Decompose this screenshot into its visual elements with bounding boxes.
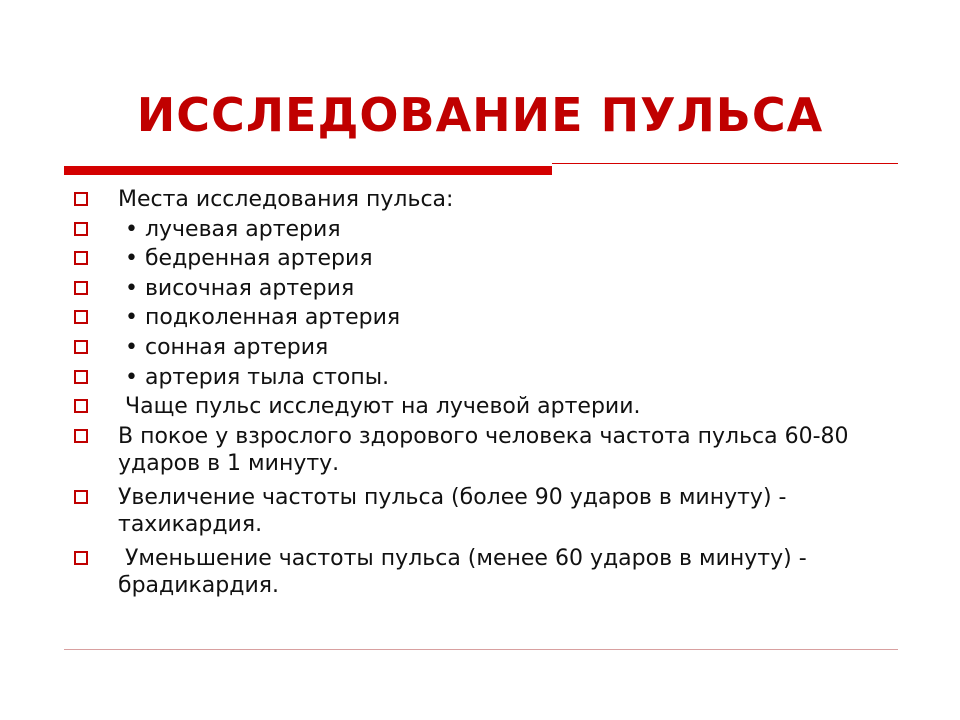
title-underline-thin xyxy=(552,163,898,164)
bullet-text: • лучевая артерия xyxy=(118,216,341,242)
bullet-list xyxy=(72,186,902,606)
bullet-text: • сонная артерия xyxy=(118,334,329,360)
bullet-text: Увеличение частоты пульса (более 90 ударов в минуту) - тахикардия. xyxy=(118,484,794,537)
bullet-text: Уменьшение частоты пульса (менее 60 ударов в минуту) - брадикардия. xyxy=(118,545,814,598)
square-bullet-icon xyxy=(74,490,88,504)
list-item xyxy=(72,364,902,391)
list-item xyxy=(72,245,902,272)
square-bullet-icon xyxy=(74,281,88,295)
list-item xyxy=(72,423,902,477)
footer-divider xyxy=(64,649,898,650)
square-bullet-icon xyxy=(74,551,88,565)
square-bullet-icon xyxy=(74,222,88,236)
square-bullet-icon xyxy=(74,429,88,443)
list-item xyxy=(72,393,902,420)
list-item xyxy=(72,275,902,302)
bullet-text: Места исследования пульса: xyxy=(118,187,454,212)
square-bullet-icon xyxy=(74,370,88,384)
square-bullet-icon xyxy=(74,399,88,413)
bullet-text: • артерия тыла стопы. xyxy=(118,364,390,390)
list-item xyxy=(72,484,902,538)
square-bullet-icon xyxy=(74,251,88,265)
square-bullet-icon xyxy=(74,340,88,354)
square-bullet-icon xyxy=(74,310,88,324)
list-item xyxy=(72,304,902,331)
list-item xyxy=(72,334,902,361)
bullet-text: • подколенная артерия xyxy=(118,305,401,331)
bullet-text: • бедренная артерия xyxy=(118,246,373,272)
bullet-text: Чаще пульс исследуют на лучевой артерии. xyxy=(118,394,641,420)
list-item xyxy=(72,216,902,243)
square-bullet-icon xyxy=(74,192,88,206)
title-underline-thick xyxy=(64,166,552,175)
bullet-text: • височная артерия xyxy=(118,275,355,301)
slide-title: ИССЛЕДОВАНИЕ ПУЛЬСА xyxy=(136,88,824,142)
list-item xyxy=(72,545,902,599)
list-item xyxy=(72,186,902,213)
bullet-text: В покое у взрослого здорового человека частота пульса 60-80 ударов в 1 минуту. xyxy=(118,423,856,476)
